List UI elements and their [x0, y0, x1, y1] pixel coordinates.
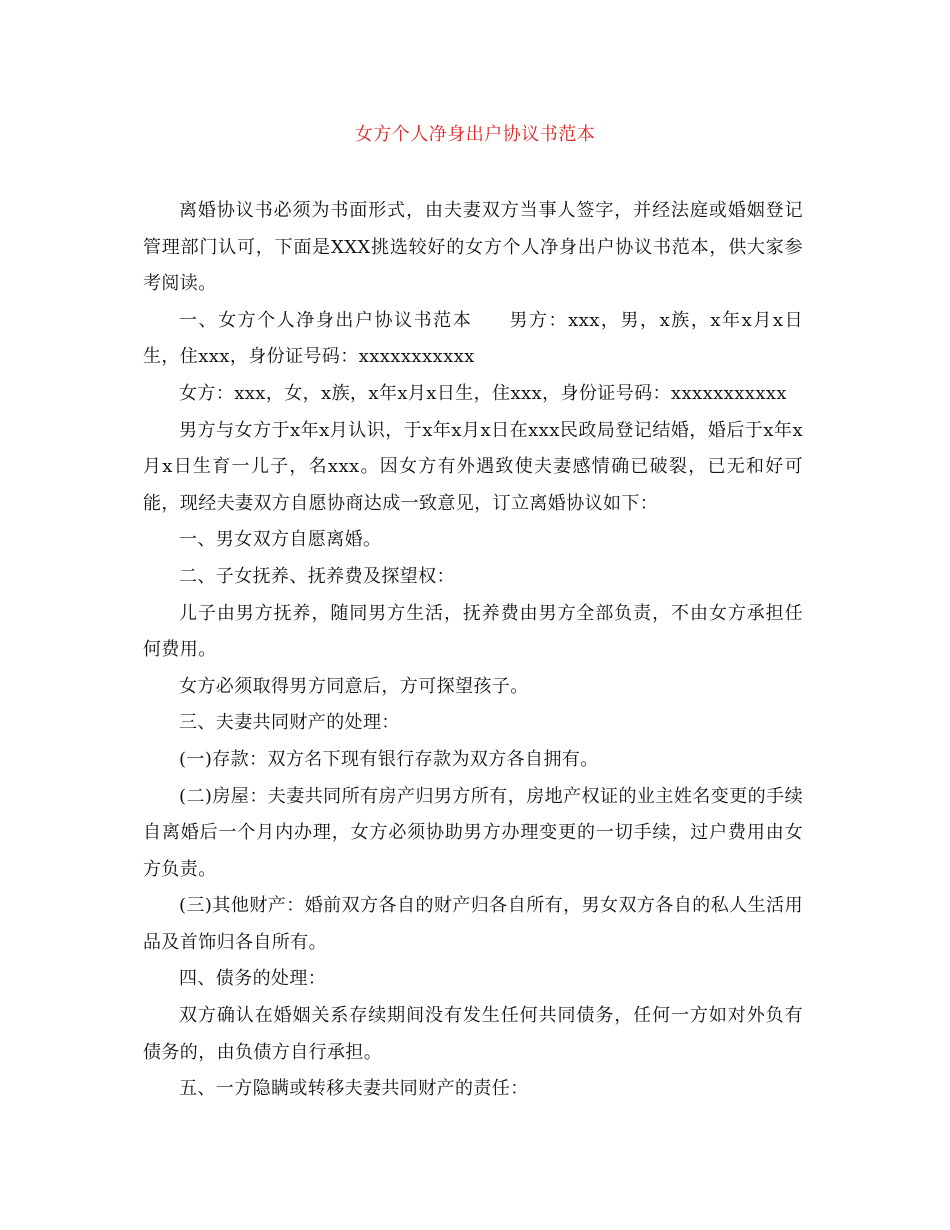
paragraph-heading-and-male-party [143, 303, 803, 376]
paragraph-clause-3-heading: 三、夫妻共同财产的处理： [179, 712, 400, 734]
paragraph-background: 男方与女方于x年x月认识，于x年x月x日在xxx民政局登记结婚，婚后于x年x月x日生育一儿子，名xxx。因女方有外遇致使夫妻感情确已破裂，已无和好可能，现经夫妻双方自愿协商达成一致意见，订立离婚协议如下： [143, 419, 803, 514]
paragraph-debts: 双方确认在婚姻关系存续期间没有发生任何共同债务，任何一方如对外负有债务的，由负债方自行承担。 [143, 1005, 803, 1063]
paragraph-intro: 离婚协议书必须为书面形式，由夫妻双方当事人签字，并经法庭或婚姻登记管理部门认可，下面是XXX挑选较好的女方个人净身出户协议书范本，供大家参考阅读。 [143, 200, 803, 295]
male-party-info: 男方：xxx，男，x族，x年x月x日生，住xxx，身份证号码：xxxxxxxxxxx [143, 309, 803, 368]
paragraph-clause-4-heading: 四、债务的处理： [179, 968, 327, 990]
paragraph-clause-5-heading: 五、一方隐瞒或转移夫妻共同财产的责任： [179, 1078, 529, 1100]
document-title: 女方个人净身出户协议书范本 [354, 124, 596, 145]
paragraph-visitation: 女方必须取得男方同意后，方可探望孩子。 [179, 675, 529, 697]
paragraph-female-party: 女方：xxx，女，x族，x年x月x日生，住xxx，身份证号码：xxxxxxxxxxx [179, 382, 787, 404]
paragraph-house: (二)房屋：夫妻共同所有房产归男方所有，房地产权证的业主姓名变更的手续自离婚后一个月内办理，女方必须协助男方办理变更的一切手续，过户费用由女方负责。 [143, 785, 803, 880]
section-heading: 一、女方个人净身出户协议书范本 [179, 309, 473, 331]
paragraph-clause-1: 一、男女双方自愿离婚。 [179, 529, 382, 551]
paragraph-deposits: (一)存款：双方名下现有银行存款为双方各自拥有。 [179, 748, 599, 770]
document-body [143, 193, 803, 1108]
paragraph-custody: 儿子由男方抚养，随同男方生活，抚养费由男方全部负责，不由女方承担任何费用。 [143, 602, 803, 661]
paragraph-clause-2-heading: 二、子女抚养、抚养费及探望权： [179, 565, 455, 587]
paragraph-other-property: (三)其他财产：婚前双方各自的财产归各自所有，男女双方各自的私人生活用品及首饰归各自所有。 [143, 895, 803, 953]
